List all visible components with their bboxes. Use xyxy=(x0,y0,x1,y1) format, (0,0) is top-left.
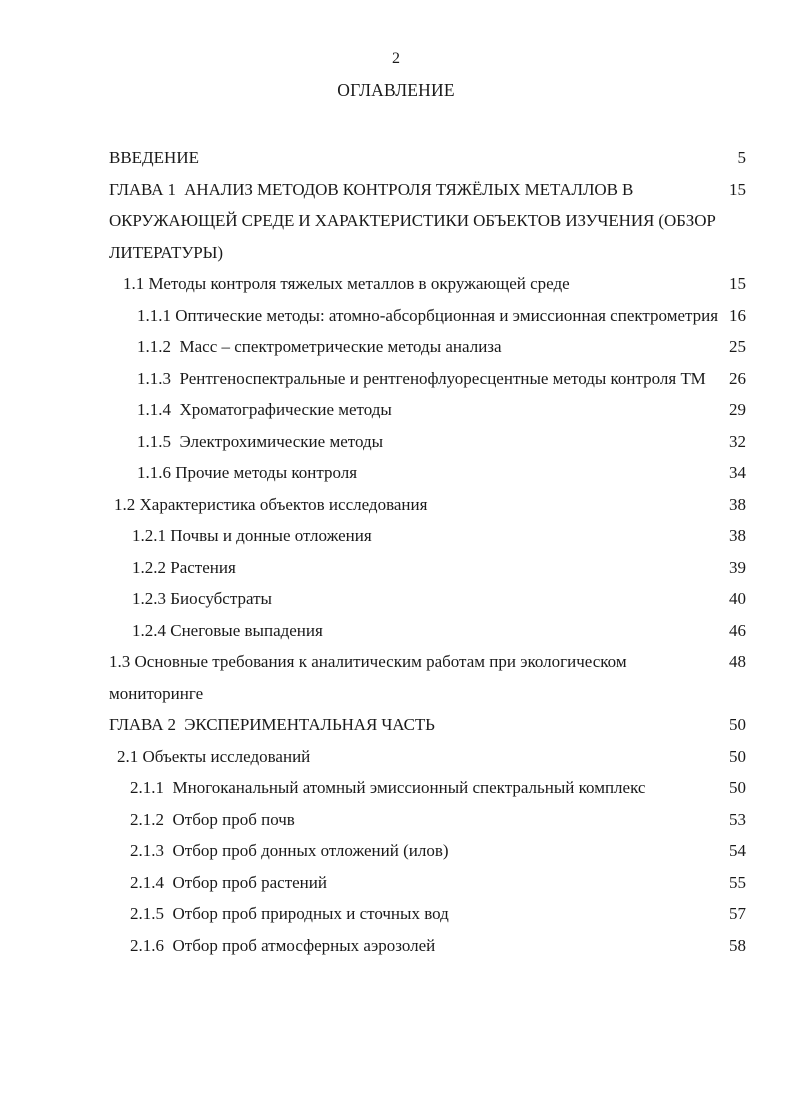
toc-entry-2-1-5[interactable] xyxy=(0,898,792,930)
toc-entry-page: 16 xyxy=(729,305,746,325)
toc-entry-2-1-3[interactable] xyxy=(0,835,792,867)
toc-entry-page: 32 xyxy=(729,431,746,451)
toc-entry-text: 1.2.1 Почвы и донные отложения xyxy=(132,526,372,545)
toc-entry-text: 1.2.2 Растения xyxy=(132,557,236,577)
toc-entry-1-1-1[interactable] xyxy=(0,300,792,332)
toc-entry-page: 54 xyxy=(729,841,746,860)
toc-entry-text: 1.3 Основные требования к аналитическим работам при экологическом мониторинге xyxy=(109,652,631,703)
toc-entry-page: 46 xyxy=(729,620,746,640)
toc-entry-page: 53 xyxy=(729,809,746,829)
toc-entry-chapter-2[interactable] xyxy=(0,709,792,741)
toc-entry-page: 55 xyxy=(729,872,746,892)
toc-entry-text: 1.2 Характеристика объектов исследования xyxy=(114,494,428,514)
toc-entry-page: 5 xyxy=(737,148,746,167)
toc-entry-text: 2.1.1 Многоканальный атомный эмиссионный спектральный комплекс xyxy=(130,778,646,797)
toc-entry-text: 2.1.5 Отбор проб природных и сточных вод xyxy=(130,904,449,923)
toc-entry-2-1-1[interactable] xyxy=(0,772,792,804)
toc-entry-text: 1.1.1 Оптические методы: атомно-абсорбционная и эмиссионная спектрометрия xyxy=(137,305,719,325)
toc-entry-1-2-3[interactable] xyxy=(0,583,792,615)
toc-entry-1-1-4[interactable] xyxy=(0,394,792,426)
toc-entry-text: 1.2.4 Снеговые выпадения xyxy=(132,620,323,640)
toc-entry-page: 48 xyxy=(729,652,746,671)
toc-entry-1-2-4[interactable] xyxy=(0,615,792,647)
toc-entry-page: 57 xyxy=(729,904,746,923)
toc-entry-page: 15 xyxy=(729,274,746,293)
toc-entry-page: 29 xyxy=(729,400,746,419)
toc-entry-1-2[interactable] xyxy=(0,489,792,521)
toc-entry-page: 26 xyxy=(729,368,746,388)
toc-title: ОГЛАВЛЕНИЕ xyxy=(337,80,455,100)
toc-entry-1-2-1[interactable] xyxy=(0,520,792,552)
toc-entry-2-1[interactable] xyxy=(0,741,792,773)
toc-entry-introduction[interactable] xyxy=(0,142,792,174)
toc-entry-page: 38 xyxy=(729,494,746,514)
toc-entry-page: 25 xyxy=(729,337,746,356)
toc-entry-text: 1.1.6 Прочие методы контроля xyxy=(137,463,358,482)
toc-entry-1-1-6[interactable] xyxy=(0,457,792,489)
toc-entry-2-1-6[interactable] xyxy=(0,930,792,962)
toc-entry-1-1-2[interactable] xyxy=(0,331,792,363)
toc-entry-page: 34 xyxy=(729,463,746,482)
toc-entry-1-1-5[interactable] xyxy=(0,426,792,458)
toc-entry-text: 2.1.6 Отбор проб атмосферных аэрозолей xyxy=(130,935,436,955)
toc-entry-text: 1.2.3 Биосубстраты xyxy=(132,589,272,608)
page-number: 2 xyxy=(392,50,400,67)
toc-entry-text: 2.1.4 Отбор проб растений xyxy=(130,872,327,892)
toc-entry-page: 50 xyxy=(729,778,746,797)
toc-entry-chapter-1[interactable] xyxy=(0,174,792,269)
toc-entry-1-3[interactable] xyxy=(0,646,792,709)
toc-entry-page: 39 xyxy=(729,557,746,577)
toc-entry-text: 1.1.2 Масс – спектрометрические методы анализа xyxy=(137,337,502,356)
toc-entry-text: 1.1 Методы контроля тяжелых металлов в окружающей среде xyxy=(123,274,570,293)
toc-entry-page: 40 xyxy=(729,589,746,608)
toc-entry-text: 2.1.3 Отбор проб донных отложений (илов) xyxy=(130,841,449,860)
toc-entry-1-2-2[interactable] xyxy=(0,552,792,584)
toc-entry-text: 2.1.2 Отбор проб почв xyxy=(130,809,295,829)
toc-entry-page: 58 xyxy=(729,935,746,955)
toc-entry-page: 15 xyxy=(729,179,746,199)
toc-entry-1-1[interactable] xyxy=(0,268,792,300)
toc-entry-text: 2.1 Объекты исследований xyxy=(117,746,311,766)
toc-entry-1-1-3[interactable] xyxy=(0,363,792,395)
toc-entry-text: 1.1.4 Хроматографические методы xyxy=(137,400,392,419)
toc-entry-text: ГЛАВА 2 ЭКСПЕРИМЕНТАЛЬНАЯ ЧАСТЬ xyxy=(109,715,435,734)
toc-entry-text: 1.1.3 Рентгеноспектральные и рентгенофлуоресцентные методы контроля ТМ xyxy=(137,368,706,388)
toc-entry-page: 50 xyxy=(729,715,746,734)
toc-entry-text: ВВЕДЕНИЕ xyxy=(109,148,199,167)
table-of-contents xyxy=(0,142,792,961)
toc-entry-2-1-2[interactable] xyxy=(0,804,792,836)
toc-entry-text: ГЛАВА 1 АНАЛИЗ МЕТОДОВ КОНТРОЛЯ ТЯЖЁЛЫХ МЕТАЛЛОВ В ОКРУЖАЮЩЕЙ СРЕДЕ И ХАРАКТЕРИСТИКИ ОБЪЕКТОВ ИЗУЧЕНИЯ (ОБЗОР ЛИТЕРАТУРЫ) xyxy=(109,179,720,262)
toc-entry-page: 38 xyxy=(729,526,746,545)
toc-entry-text: 1.1.5 Электрохимические методы xyxy=(137,431,384,451)
toc-entry-2-1-4[interactable] xyxy=(0,867,792,899)
toc-entry-page: 50 xyxy=(729,746,746,766)
